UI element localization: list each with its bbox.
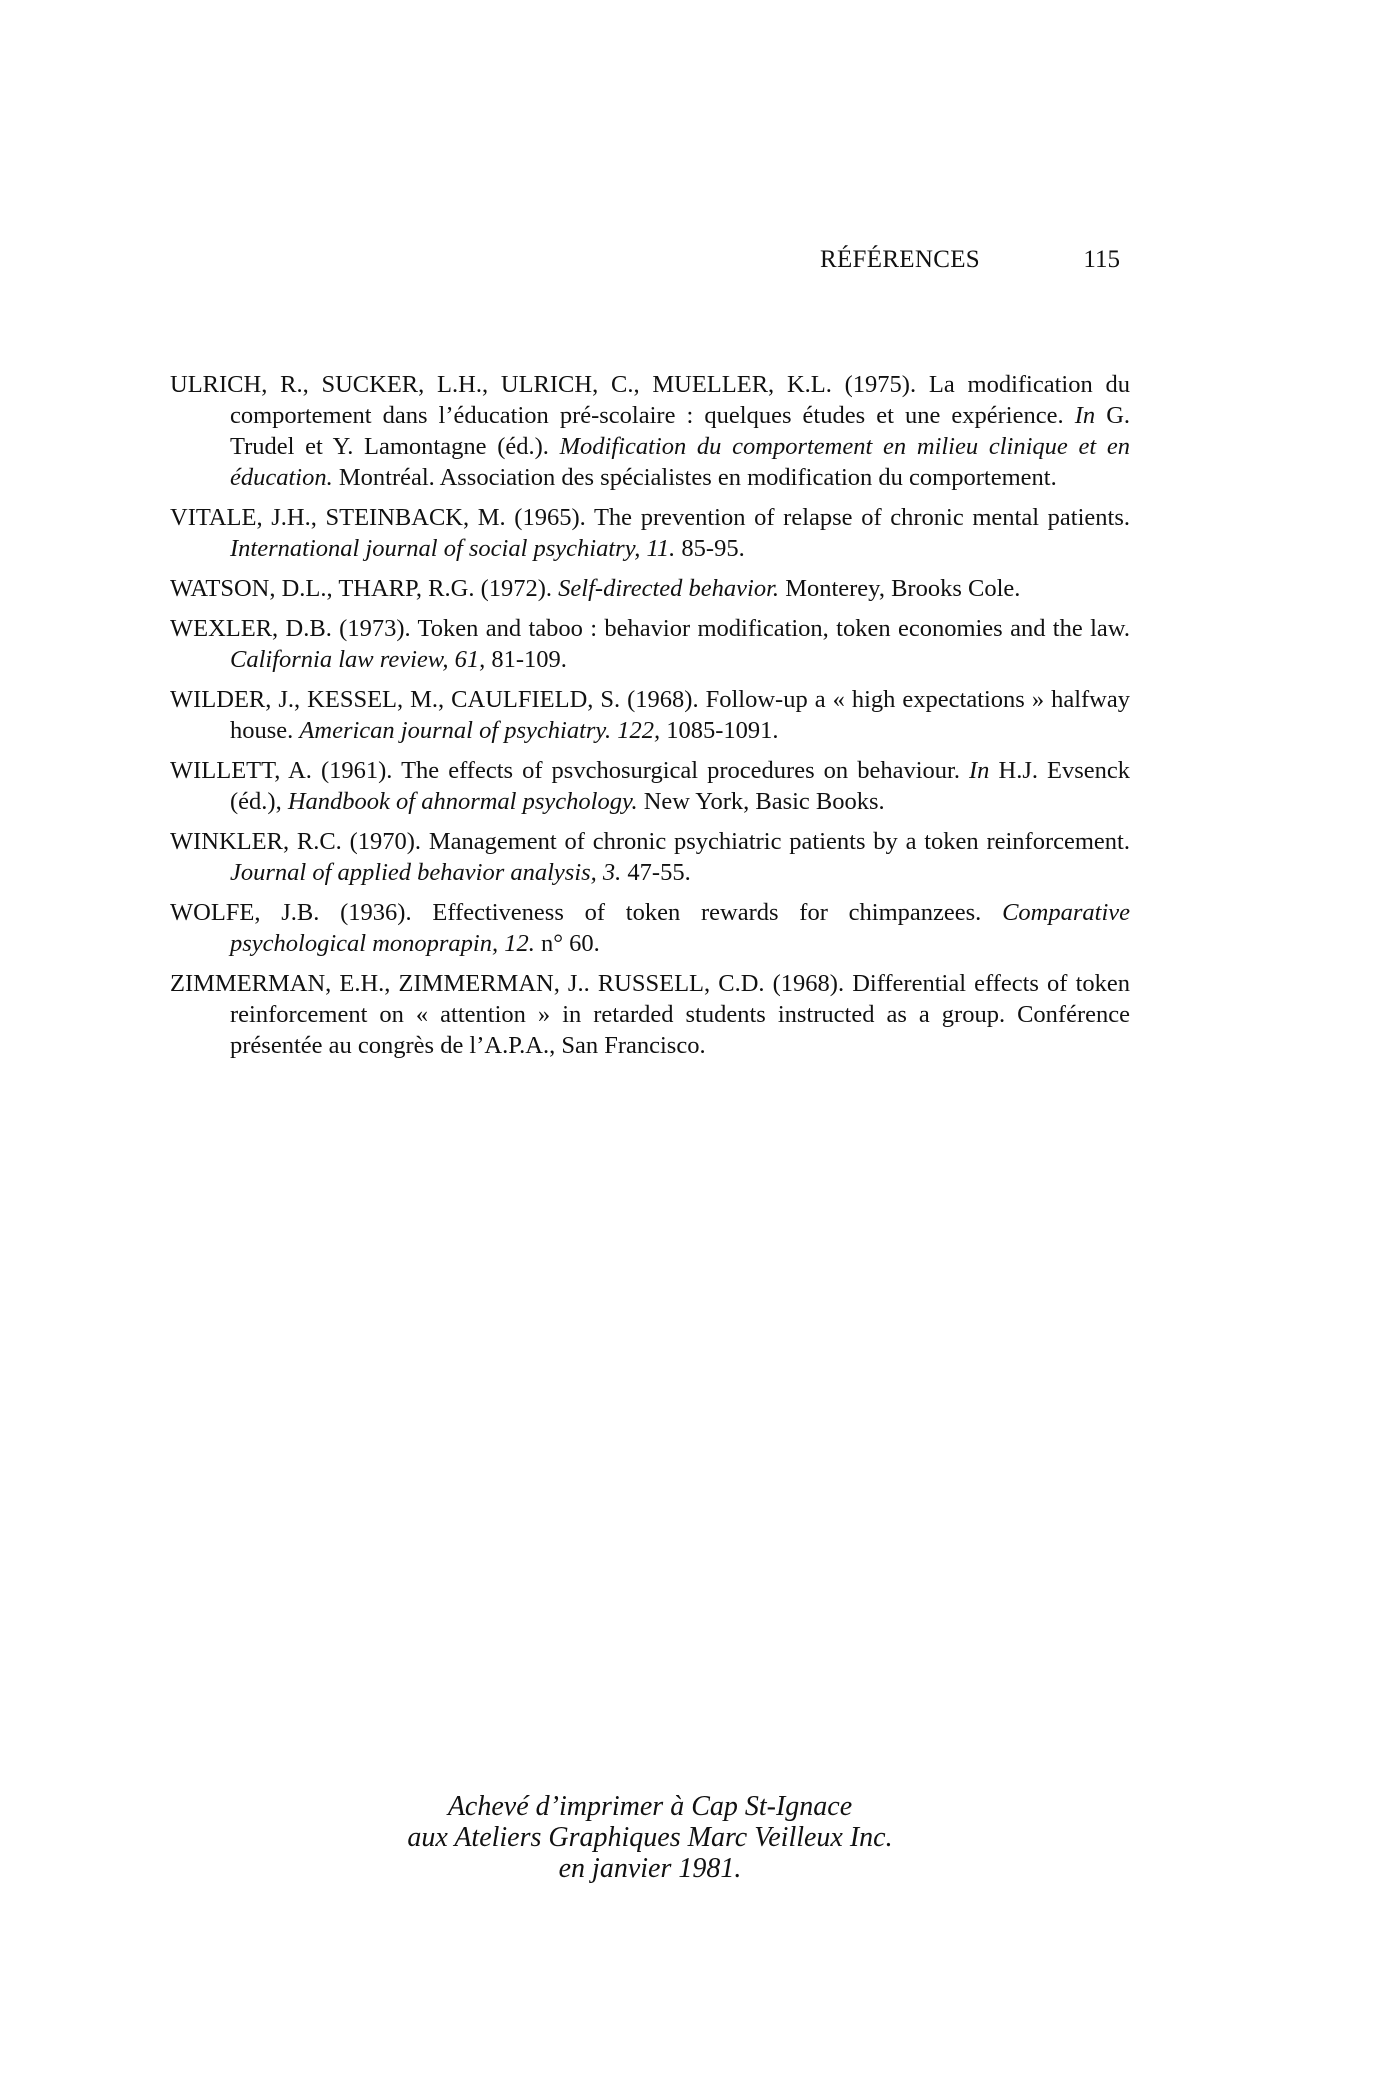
reference-entry	[170, 826, 1130, 888]
running-head	[820, 243, 1120, 277]
ref-authors: WILLETT, A. (1961).	[170, 757, 393, 784]
ref-source: Comparative psychological monoprapin, 12.	[230, 899, 1130, 957]
colophon	[300, 1791, 1000, 1884]
ref-source: Handbook of ahnormal psychology.	[287, 788, 638, 815]
colophon-line: en janvier 1981.	[558, 1853, 742, 1884]
ref-authors: WEXLER, D.B. (1973).	[170, 615, 411, 642]
reference-entry	[170, 613, 1130, 675]
ref-in: In	[1074, 402, 1096, 429]
running-title: RÉFÉRENCES	[820, 246, 980, 273]
reference-entry	[170, 502, 1130, 564]
ref-title: La modification du comportement dans l’éducation pré-scolaire : quelques études et une expérience.	[230, 371, 1130, 429]
ref-title: Follow-up a « high expectations » halfway house.	[230, 686, 1130, 744]
reference-entry	[170, 968, 1130, 1061]
ref-authors: WATSON, D.L., THARP, R.G. (1972).	[170, 575, 553, 602]
reference-list	[170, 369, 1130, 1070]
ref-title: Token and taboo : behavior modification, token economies and the law.	[417, 615, 1130, 642]
ref-pages: 1085-1091.	[666, 717, 779, 744]
reference-entry	[170, 755, 1130, 817]
colophon-line: aux Ateliers Graphiques Marc Veilleux Inc.	[407, 1822, 893, 1853]
ref-publisher: Montréal. Association des spécialistes en modification du comportement.	[338, 464, 1057, 491]
reference-entry	[170, 573, 1130, 604]
ref-source: American journal of psychiatry. 122,	[299, 717, 661, 744]
reference-entry	[170, 897, 1130, 959]
ref-publisher: Monterey, Brooks Cole.	[785, 575, 1021, 602]
ref-source: Journal of applied behavior analysis, 3.	[230, 859, 622, 886]
reference-entry	[170, 369, 1130, 493]
ref-title: The effects of psvchosurgical procedures on behaviour.	[401, 757, 960, 784]
ref-pages: 81-109.	[491, 646, 567, 673]
ref-editors: G. Trudel et Y. Lamontagne (éd.).	[230, 402, 1131, 460]
ref-pages: n° 60.	[541, 930, 600, 957]
ref-pages: 47-55.	[627, 859, 691, 886]
ref-title: Differential effects of token reinforcement on « attention » in retarded students instructed as a group. Conférence présentée au congrès de l’A.P.A., San Francisco.	[230, 970, 1131, 1059]
colophon-line: Achevé d’imprimer à Cap St-Ignace	[447, 1791, 853, 1822]
reference-entry	[170, 684, 1130, 746]
ref-authors: WINKLER, R.C. (1970).	[170, 828, 422, 855]
ref-source: Self-directed behavior.	[558, 575, 780, 602]
page-number: 115	[1083, 246, 1120, 273]
ref-authors: ZIMMERMAN, E.H., ZIMMERMAN, J.. RUSSELL, C.D. (1968).	[170, 970, 845, 997]
ref-title: Management of chronic psychiatric patients by a token reinforcement.	[428, 828, 1130, 855]
ref-editors: H.J. Evsenck (éd.),	[230, 757, 1131, 815]
ref-authors: ULRICH, R., SUCKER, L.H., ULRICH, C., MUELLER, K.L. (1975).	[170, 371, 917, 398]
ref-authors: WILDER, J., KESSEL, M., CAULFIELD, S. (1968).	[170, 686, 699, 713]
ref-authors: VITALE, J.H., STEINBACK, M. (1965).	[170, 504, 586, 531]
ref-authors: WOLFE, J.B. (1936).	[170, 899, 412, 926]
ref-title: The prevention of relapse of chronic mental patients.	[593, 504, 1131, 531]
ref-publisher: New York, Basic Books.	[643, 788, 885, 815]
ref-source: International journal of social psychiatry, 11.	[230, 535, 676, 562]
ref-in: In	[969, 757, 990, 784]
ref-source: Modification du comportement en milieu clinique et en éducation.	[230, 433, 1131, 491]
ref-pages: 85-95.	[681, 535, 745, 562]
ref-title: Effectiveness of token rewards for chimpanzees.	[432, 899, 982, 926]
ref-source: California law review, 61,	[230, 646, 486, 673]
